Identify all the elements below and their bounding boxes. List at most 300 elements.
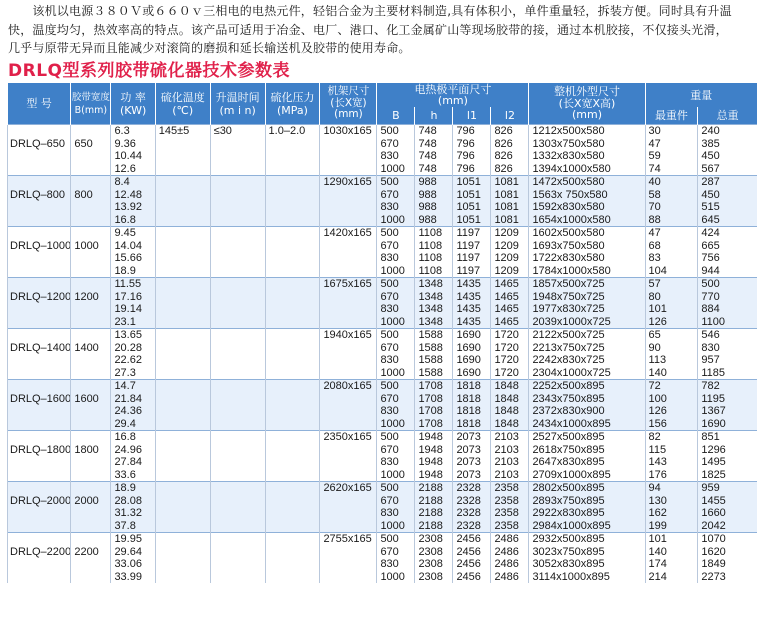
max-piece-cell: 126 [645, 316, 698, 329]
header-frame: 机架尺寸 (长X宽) (mm) [320, 83, 377, 125]
pressure-cell [265, 367, 320, 380]
model-cell [8, 456, 71, 469]
frame-cell: 2620x165 [320, 482, 377, 495]
width-cell: 1000 [71, 240, 111, 253]
temp-cell [155, 214, 210, 227]
model-cell [8, 558, 71, 571]
time-cell [210, 507, 265, 520]
outline-cell: 2039x1000x725 [529, 316, 645, 329]
heater-B-cell: 500 [377, 125, 415, 138]
heater-l1-cell: 2456 [453, 546, 491, 559]
max-piece-cell: 140 [645, 367, 698, 380]
frame-cell [320, 418, 377, 431]
frame-cell [320, 393, 377, 406]
heater-l1-cell: 2328 [453, 495, 491, 508]
table-row [8, 495, 758, 508]
frame-cell [320, 240, 377, 253]
temp-cell [155, 291, 210, 304]
table-row [8, 533, 758, 546]
power-cell: 18.9 [111, 265, 155, 278]
heater-B-cell: 670 [377, 138, 415, 151]
spec-table [7, 83, 757, 583]
max-piece-cell: 83 [645, 252, 698, 265]
time-cell [210, 176, 265, 189]
heater-h-cell: 1108 [415, 227, 453, 240]
header-width: 胶带宽度 B(mm) [71, 83, 111, 125]
heater-h-cell: 1588 [415, 354, 453, 367]
pressure-cell [265, 444, 320, 457]
total-weight-cell: 1296 [698, 444, 757, 457]
header-model: 型 号 [8, 83, 71, 125]
power-cell: 27.3 [111, 367, 155, 380]
temp-cell [155, 482, 210, 495]
outline-cell: 1784x1000x580 [529, 265, 645, 278]
pressure-cell [265, 469, 320, 482]
heater-l2-cell: 2103 [491, 469, 529, 482]
width-cell [71, 456, 111, 469]
outline-cell: 1857x500x725 [529, 278, 645, 291]
max-piece-cell: 143 [645, 456, 698, 469]
heater-B-cell: 500 [377, 380, 415, 393]
time-cell [210, 265, 265, 278]
time-cell [210, 227, 265, 240]
model-cell: DRLQ–1200 [8, 291, 71, 304]
max-piece-cell: 176 [645, 469, 698, 482]
table-row [8, 571, 758, 584]
pressure-cell [265, 214, 320, 227]
pressure-cell [265, 431, 320, 444]
outline-cell: 2242x830x725 [529, 354, 645, 367]
total-weight-cell: 567 [698, 163, 757, 176]
heater-B-cell: 670 [377, 240, 415, 253]
time-cell [210, 380, 265, 393]
heater-h-cell: 988 [415, 214, 453, 227]
table-row [8, 469, 758, 482]
frame-cell [320, 469, 377, 482]
header-total: 总重 [698, 107, 757, 125]
time-cell [210, 469, 265, 482]
intro-line: 几乎与原带无异而且能减少对滚筒的磨损和延长输送机及胶带的使用寿命。 [8, 41, 411, 55]
heater-h-cell: 2188 [415, 482, 453, 495]
intro-line: 快，温度均匀，热效率高的特点。该产品可适用于冶金、电厂、港口、化工金属矿山等现场胶带的接，通过本机胶接，不仅接头光滑， [8, 22, 728, 37]
temp-cell [155, 150, 210, 163]
outline-cell: 1654x1000x580 [529, 214, 645, 227]
power-cell: 33.6 [111, 469, 155, 482]
heater-h-cell: 1708 [415, 380, 453, 393]
pressure-cell [265, 291, 320, 304]
width-cell [71, 125, 111, 138]
header-l2: l2 [491, 107, 529, 125]
total-weight-cell: 1070 [698, 533, 757, 546]
heater-h-cell: 1948 [415, 444, 453, 457]
heater-h-cell: 2188 [415, 507, 453, 520]
heater-l2-cell: 2358 [491, 495, 529, 508]
heater-l2-cell: 2358 [491, 482, 529, 495]
total-weight-cell: 1495 [698, 456, 757, 469]
heater-l2-cell: 1081 [491, 176, 529, 189]
total-weight-cell: 1620 [698, 546, 757, 559]
outline-cell: 2984x1000x895 [529, 520, 645, 533]
model-cell [8, 354, 71, 367]
heater-h-cell: 1708 [415, 418, 453, 431]
total-weight-cell: 546 [698, 329, 757, 342]
heater-l2-cell: 1848 [491, 418, 529, 431]
frame-cell: 1675x165 [320, 278, 377, 291]
pressure-cell [265, 342, 320, 355]
pressure-cell [265, 393, 320, 406]
model-cell: DRLQ–2000 [8, 495, 71, 508]
width-cell: 800 [71, 189, 111, 202]
heater-B-cell: 1000 [377, 316, 415, 329]
temp-cell [155, 227, 210, 240]
temp-cell [155, 558, 210, 571]
table-row [8, 150, 758, 163]
table-row [8, 507, 758, 520]
table-row [8, 227, 758, 240]
heater-l1-cell: 1051 [453, 189, 491, 202]
total-weight-cell: 665 [698, 240, 757, 253]
power-cell: 17.16 [111, 291, 155, 304]
total-weight-cell: 450 [698, 150, 757, 163]
outline-cell: 1472x500x580 [529, 176, 645, 189]
pressure-cell [265, 533, 320, 546]
heater-l1-cell: 796 [453, 150, 491, 163]
intro-paragraph [8, 2, 753, 58]
heater-l1-cell: 2456 [453, 571, 491, 584]
heater-l2-cell: 1720 [491, 354, 529, 367]
model-cell [8, 520, 71, 533]
time-cell [210, 291, 265, 304]
heater-l1-cell: 1197 [453, 240, 491, 253]
total-weight-cell: 1455 [698, 495, 757, 508]
table-row [8, 265, 758, 278]
heater-h-cell: 1588 [415, 342, 453, 355]
outline-cell: 1722x830x580 [529, 252, 645, 265]
heater-h-cell: 988 [415, 176, 453, 189]
heater-l1-cell: 2073 [453, 431, 491, 444]
total-weight-cell: 515 [698, 201, 757, 214]
time-cell [210, 405, 265, 418]
pressure-cell [265, 265, 320, 278]
frame-cell [320, 150, 377, 163]
width-cell: 1600 [71, 393, 111, 406]
total-weight-cell: 957 [698, 354, 757, 367]
time-cell [210, 138, 265, 151]
frame-cell [320, 163, 377, 176]
total-weight-cell: 287 [698, 176, 757, 189]
table-row [8, 278, 758, 291]
model-cell: DRLQ–2200 [8, 546, 71, 559]
heater-h-cell: 988 [415, 201, 453, 214]
heater-l1-cell: 796 [453, 125, 491, 138]
heater-h-cell: 1948 [415, 431, 453, 444]
width-cell [71, 431, 111, 444]
heater-l2-cell: 2486 [491, 558, 529, 571]
heater-h-cell: 2308 [415, 571, 453, 584]
outline-cell: 3052x830x895 [529, 558, 645, 571]
heater-l1-cell: 1435 [453, 278, 491, 291]
power-cell: 33.06 [111, 558, 155, 571]
table-row [8, 342, 758, 355]
header-h: h [415, 107, 453, 125]
heater-h-cell: 1348 [415, 278, 453, 291]
width-cell: 2200 [71, 546, 111, 559]
temp-cell [155, 571, 210, 584]
time-cell [210, 189, 265, 202]
model-cell [8, 125, 71, 138]
power-cell: 10.44 [111, 150, 155, 163]
frame-cell [320, 405, 377, 418]
max-piece-cell: 162 [645, 507, 698, 520]
total-weight-cell: 500 [698, 278, 757, 291]
temp-cell [155, 456, 210, 469]
total-weight-cell: 385 [698, 138, 757, 151]
temp-cell [155, 546, 210, 559]
width-cell [71, 558, 111, 571]
frame-cell [320, 316, 377, 329]
total-weight-cell: 830 [698, 342, 757, 355]
power-cell: 16.8 [111, 214, 155, 227]
heater-B-cell: 830 [377, 252, 415, 265]
heater-h-cell: 1588 [415, 329, 453, 342]
temp-cell [155, 380, 210, 393]
table-row [8, 291, 758, 304]
header-weight: 重量 [645, 83, 757, 107]
outline-cell: 1693x750x580 [529, 240, 645, 253]
heater-B-cell: 830 [377, 150, 415, 163]
model-cell: DRLQ–1600 [8, 393, 71, 406]
pressure-cell [265, 546, 320, 559]
header-outline: 整机外型尺寸 (长X宽X高) (mm) [529, 83, 645, 125]
heater-h-cell: 1108 [415, 252, 453, 265]
table-row [8, 354, 758, 367]
power-cell: 37.8 [111, 520, 155, 533]
heater-B-cell: 670 [377, 291, 415, 304]
table-row [8, 418, 758, 431]
width-cell [71, 150, 111, 163]
power-cell: 16.8 [111, 431, 155, 444]
time-cell [210, 278, 265, 291]
heater-h-cell: 1108 [415, 240, 453, 253]
power-cell: 23.1 [111, 316, 155, 329]
outline-cell: 1592x830x580 [529, 201, 645, 214]
outline-cell: 2893x750x895 [529, 495, 645, 508]
power-cell: 13.65 [111, 329, 155, 342]
model-cell: DRLQ–800 [8, 189, 71, 202]
heater-l1-cell: 1690 [453, 342, 491, 355]
frame-cell [320, 201, 377, 214]
time-cell [210, 558, 265, 571]
time-cell [210, 520, 265, 533]
pressure-cell [265, 405, 320, 418]
heater-l2-cell: 1848 [491, 393, 529, 406]
power-cell: 19.14 [111, 303, 155, 316]
pressure-cell [265, 495, 320, 508]
outline-cell: 1948x750x725 [529, 291, 645, 304]
model-cell [8, 150, 71, 163]
heater-l1-cell: 1435 [453, 316, 491, 329]
outline-cell: 2122x500x725 [529, 329, 645, 342]
temp-cell [155, 431, 210, 444]
model-cell [8, 265, 71, 278]
max-piece-cell: 70 [645, 201, 698, 214]
frame-cell: 1940x165 [320, 329, 377, 342]
width-cell [71, 316, 111, 329]
max-piece-cell: 214 [645, 571, 698, 584]
max-piece-cell: 47 [645, 227, 698, 240]
width-cell: 1200 [71, 291, 111, 304]
temp-cell [155, 201, 210, 214]
time-cell [210, 201, 265, 214]
pressure-cell [265, 329, 320, 342]
heater-B-cell: 1000 [377, 367, 415, 380]
table-row [8, 214, 758, 227]
heater-h-cell: 1588 [415, 367, 453, 380]
total-weight-cell: 770 [698, 291, 757, 304]
outline-cell: 2922x830x895 [529, 507, 645, 520]
heater-B-cell: 1000 [377, 214, 415, 227]
model-cell: DRLQ–1000 [8, 240, 71, 253]
outline-cell: 2252x500x895 [529, 380, 645, 393]
width-cell [71, 227, 111, 240]
max-piece-cell: 115 [645, 444, 698, 457]
model-cell [8, 418, 71, 431]
pressure-cell [265, 507, 320, 520]
width-cell [71, 507, 111, 520]
temp-cell [155, 252, 210, 265]
temp-cell [155, 393, 210, 406]
heater-l2-cell: 1465 [491, 316, 529, 329]
temp-cell [155, 316, 210, 329]
table-row [8, 329, 758, 342]
header-B: B [377, 107, 415, 125]
pressure-cell [265, 418, 320, 431]
max-piece-cell: 82 [645, 431, 698, 444]
total-weight-cell: 1367 [698, 405, 757, 418]
temp-cell [155, 444, 210, 457]
temp-cell [155, 342, 210, 355]
pressure-cell [265, 163, 320, 176]
heater-l1-cell: 1818 [453, 418, 491, 431]
heater-l2-cell: 1465 [491, 278, 529, 291]
pressure-cell [265, 240, 320, 253]
width-cell [71, 354, 111, 367]
max-piece-cell: 88 [645, 214, 698, 227]
heater-B-cell: 500 [377, 329, 415, 342]
heater-B-cell: 670 [377, 495, 415, 508]
heater-B-cell: 830 [377, 507, 415, 520]
max-piece-cell: 113 [645, 354, 698, 367]
width-cell [71, 380, 111, 393]
heater-l2-cell: 1081 [491, 189, 529, 202]
max-piece-cell: 156 [645, 418, 698, 431]
power-cell: 9.36 [111, 138, 155, 151]
power-cell: 29.4 [111, 418, 155, 431]
max-piece-cell: 90 [645, 342, 698, 355]
time-cell [210, 456, 265, 469]
temp-cell [155, 278, 210, 291]
model-cell [8, 252, 71, 265]
heater-l2-cell: 1209 [491, 227, 529, 240]
temp-cell: 145±5 [155, 125, 210, 138]
total-weight-cell: 450 [698, 189, 757, 202]
heater-h-cell: 2308 [415, 533, 453, 546]
outline-cell: 1212x500x580 [529, 125, 645, 138]
outline-cell: 2343x750x895 [529, 393, 645, 406]
total-weight-cell: 1690 [698, 418, 757, 431]
heater-l2-cell: 826 [491, 150, 529, 163]
pressure-cell [265, 138, 320, 151]
width-cell [71, 265, 111, 278]
power-cell: 9.45 [111, 227, 155, 240]
total-weight-cell: 884 [698, 303, 757, 316]
pressure-cell [265, 520, 320, 533]
heater-h-cell: 1708 [415, 393, 453, 406]
heater-l1-cell: 2073 [453, 444, 491, 457]
total-weight-cell: 1825 [698, 469, 757, 482]
header-max-piece: 最重件 [645, 107, 698, 125]
heater-B-cell: 500 [377, 278, 415, 291]
outline-cell: 3114x1000x895 [529, 571, 645, 584]
heater-B-cell: 500 [377, 533, 415, 546]
model-cell [8, 482, 71, 495]
frame-cell: 2350x165 [320, 431, 377, 444]
width-cell [71, 214, 111, 227]
time-cell [210, 214, 265, 227]
model-cell [8, 571, 71, 584]
pressure-cell [265, 252, 320, 265]
max-piece-cell: 68 [645, 240, 698, 253]
heater-B-cell: 1000 [377, 571, 415, 584]
heater-h-cell: 748 [415, 163, 453, 176]
table-row [8, 558, 758, 571]
time-cell [210, 342, 265, 355]
pressure-cell [265, 176, 320, 189]
heater-h-cell: 748 [415, 150, 453, 163]
heater-B-cell: 500 [377, 482, 415, 495]
header-temp: 硫化温度 (℃) [155, 83, 210, 125]
table-row [8, 125, 758, 138]
table-row [8, 303, 758, 316]
frame-cell [320, 520, 377, 533]
heater-h-cell: 1948 [415, 456, 453, 469]
outline-cell: 2618x750x895 [529, 444, 645, 457]
heater-l2-cell: 1720 [491, 329, 529, 342]
temp-cell [155, 405, 210, 418]
pressure-cell [265, 571, 320, 584]
temp-cell [155, 469, 210, 482]
table-row [8, 444, 758, 457]
frame-cell [320, 265, 377, 278]
table-row [8, 252, 758, 265]
pressure-cell [265, 354, 320, 367]
model-cell [8, 316, 71, 329]
table-row [8, 240, 758, 253]
frame-cell [320, 444, 377, 457]
width-cell: 650 [71, 138, 111, 151]
max-piece-cell: 101 [645, 533, 698, 546]
heater-l1-cell: 2073 [453, 456, 491, 469]
heater-l2-cell: 1081 [491, 214, 529, 227]
time-cell [210, 329, 265, 342]
heater-h-cell: 1948 [415, 469, 453, 482]
heater-B-cell: 830 [377, 405, 415, 418]
heater-l1-cell: 796 [453, 163, 491, 176]
outline-cell: 1602x500x580 [529, 227, 645, 240]
heater-l1-cell: 2328 [453, 507, 491, 520]
heater-h-cell: 988 [415, 189, 453, 202]
total-weight-cell: 959 [698, 482, 757, 495]
